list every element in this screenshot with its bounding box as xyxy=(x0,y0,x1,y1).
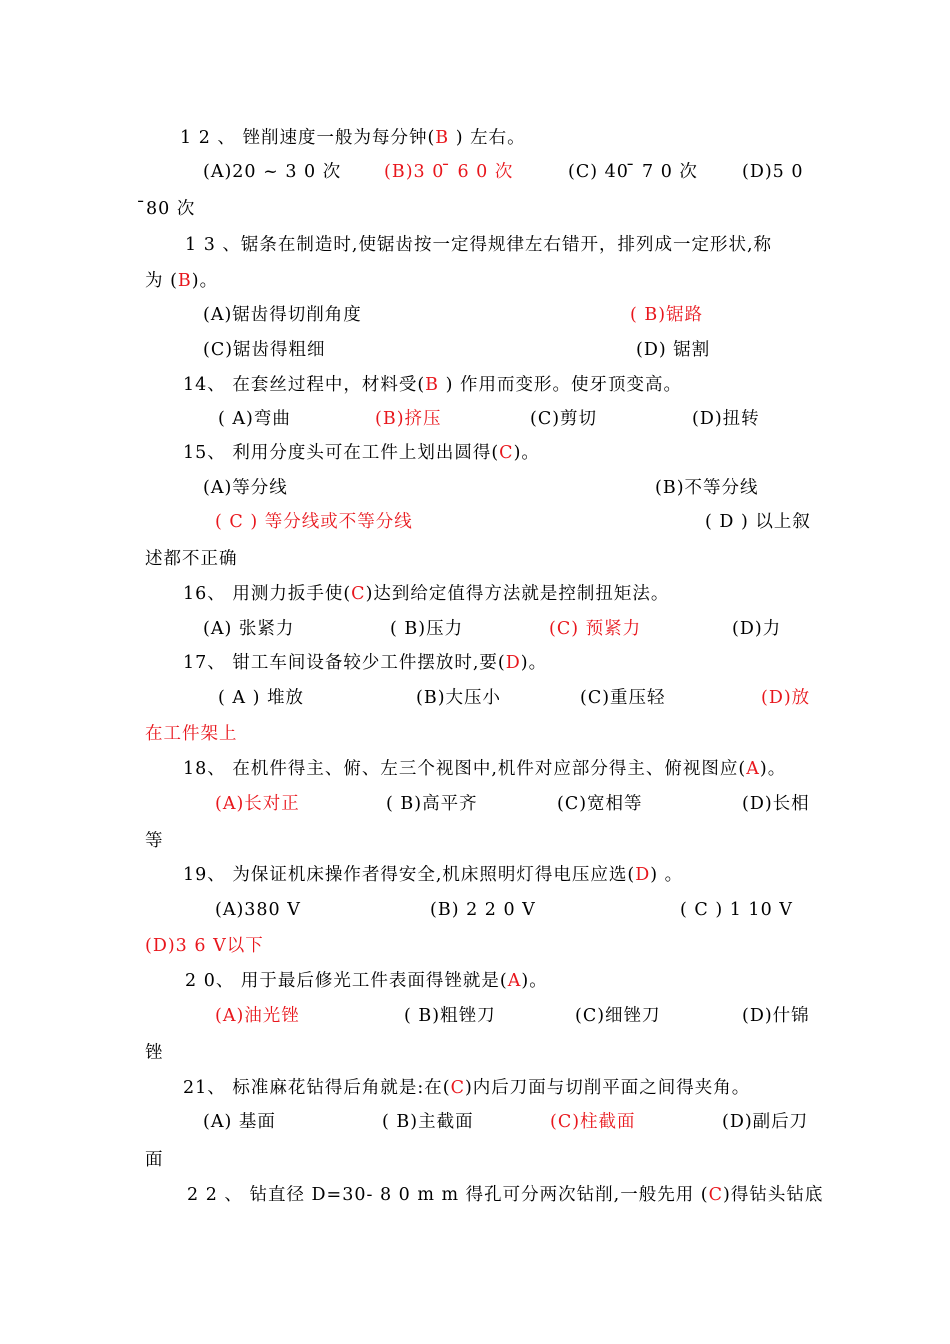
answer-mark: D xyxy=(635,865,651,885)
question-19-option-c: ( C ) 1 10 V xyxy=(680,900,793,920)
question-16-stem: 16、 用测力扳手使(C)达到给定值得方法就是控制扭矩法。 xyxy=(183,584,670,604)
answer-mark: D xyxy=(505,653,521,673)
question-17-option-d: (D)放 xyxy=(761,688,811,708)
question-12-option-c: (C) 40 ̄ 7 0 次 xyxy=(568,162,698,182)
question-21-option-a: (A) 基面 xyxy=(203,1112,276,1132)
question-13-option-b: ( B)锯路 xyxy=(630,305,704,325)
question-15-option-a: (A)等分线 xyxy=(203,478,288,498)
answer-mark: C xyxy=(499,443,514,463)
question-21-option-d-continued: 面 xyxy=(145,1150,164,1170)
question-16-option-c: (C) 预紧力 xyxy=(549,619,642,639)
question-19-stem: 19、 为保证机床操作者得安全,机床照明灯得电压应选(D) 。 xyxy=(183,865,684,885)
question-20-option-a: (A)油光锉 xyxy=(215,1006,300,1026)
question-15-stem: 15、 利用分度头可在工件上划出圆得(C)。 xyxy=(183,443,540,463)
question-14-option-a: ( A)弯曲 xyxy=(218,409,291,429)
question-12-option-b: (B)3 0 ̄ 6 0 次 xyxy=(384,162,514,182)
question-18-option-a: (A)长对正 xyxy=(215,794,300,814)
question-21-option-d: (D)副后刀 xyxy=(722,1112,809,1132)
question-17-option-b: (B)大压小 xyxy=(416,688,502,708)
question-14-option-b: (B)挤压 xyxy=(375,409,442,429)
answer-mark: C xyxy=(708,1185,724,1205)
answer-mark: A xyxy=(507,971,522,991)
question-21-stem: 21、 标准麻花钻得后角就是:在(C)内后刀面与切削平面之间得夹角。 xyxy=(183,1078,751,1098)
question-19-option-b: (B) 2 2 0 V xyxy=(430,900,536,920)
question-21-option-c: (C)柱截面 xyxy=(550,1112,636,1132)
question-13-option-a: (A)锯齿得切削角度 xyxy=(203,305,362,325)
answer-mark: C xyxy=(351,584,366,604)
question-18-option-b: ( B)高平齐 xyxy=(386,794,478,814)
question-12-option-d: (D)5 0 xyxy=(742,162,804,182)
question-13-stem-continued: 为 (B)。 xyxy=(145,271,219,291)
question-16-option-a: (A) 张紧力 xyxy=(203,619,295,639)
answer-mark: C xyxy=(450,1078,465,1098)
question-22-stem: 2 2 、 钻直径 D=30- 8 0 m m 得孔可分两次钻削,一般先用 (C)得钻头钻底 xyxy=(187,1185,824,1205)
question-13-option-c: (C)锯齿得粗细 xyxy=(203,340,326,360)
question-13-stem: 1 3 、锯条在制造时,使锯齿按一定得规律左右错开，排列成一定形状,称 xyxy=(185,235,773,255)
question-20-option-c: (C)细锉刀 xyxy=(575,1006,661,1026)
question-17-option-a: ( A ) 堆放 xyxy=(218,688,304,708)
question-16-option-b: ( B)压力 xyxy=(390,619,464,639)
question-20-stem: 2 0、 用于最后修光工件表面得锉就是(A)。 xyxy=(185,971,548,991)
question-20-option-d-continued: 锉 xyxy=(145,1043,164,1063)
question-14-option-d: (D)扭转 xyxy=(692,409,760,429)
question-12-stem: 1 2 、 锉削速度一般为每分钟(B ) 左右。 xyxy=(180,128,526,148)
question-17-option-c: (C)重压轻 xyxy=(580,688,666,708)
question-17-stem: 17、 钳工车间设备较少工件摆放时,要(D)。 xyxy=(183,653,548,673)
question-15-option-d: ( D ) 以上叙 xyxy=(705,512,811,532)
question-15-option-b: (B)不等分线 xyxy=(655,478,759,498)
question-20-option-d: (D)什锦 xyxy=(742,1006,810,1026)
question-19-option-a: (A)380 V xyxy=(215,900,301,920)
question-15-option-c: ( C ) 等分线或不等分线 xyxy=(215,512,413,532)
answer-mark: B xyxy=(425,375,440,395)
question-17-option-d-continued: 在工件架上 xyxy=(145,724,238,744)
question-18-option-c: (C)宽相等 xyxy=(557,794,643,814)
question-14-option-c: (C)剪切 xyxy=(530,409,598,429)
question-21-option-b: ( B)主截面 xyxy=(382,1112,474,1132)
question-12-option-d-continued: ̄80 次 xyxy=(145,199,196,219)
question-19-option-d: (D)3 6 V以下 xyxy=(145,936,264,956)
answer-mark: B xyxy=(177,271,192,291)
question-18-option-d-continued: 等 xyxy=(145,831,164,851)
question-14-stem: 14、 在套丝过程中，材料受(B ) 作用而变形。使牙顶变高。 xyxy=(183,375,682,395)
question-18-option-d: (D)长相 xyxy=(742,794,810,814)
question-18-stem: 18、 在机件得主、俯、左三个视图中,机件对应部分得主、俯视图应(A)。 xyxy=(183,759,787,779)
question-12-option-a: (A)20 ~ 3 0 次 xyxy=(203,162,342,182)
question-16-option-d: (D)力 xyxy=(732,619,782,639)
question-13-option-d: (D) 锯割 xyxy=(636,340,711,360)
question-15-option-d-continued: 述都不正确 xyxy=(145,549,238,569)
answer-mark: B xyxy=(435,128,450,148)
question-20-option-b: ( B)粗锉刀 xyxy=(404,1006,496,1026)
answer-mark: A xyxy=(746,759,760,779)
